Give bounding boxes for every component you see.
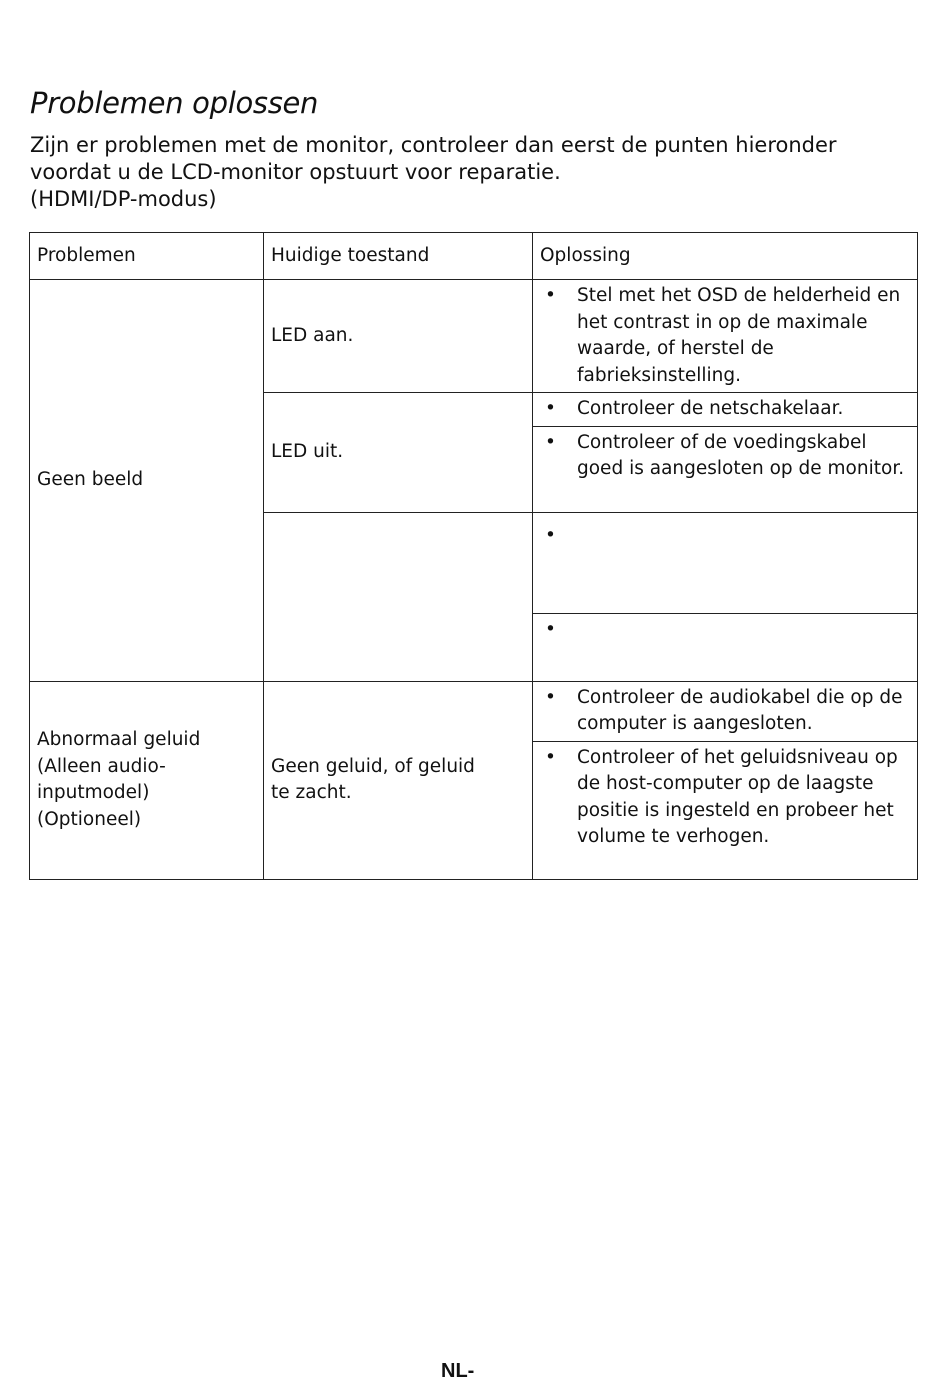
solution-item [540, 396, 910, 423]
page-footer: NL- [441, 1360, 475, 1382]
solution-cell [533, 681, 918, 741]
bullet-icon: • [545, 398, 556, 419]
solution-text: Controleer de netschakelaar. [577, 398, 844, 419]
solution-item [540, 617, 910, 644]
header-oplossing: Oplossing [533, 233, 918, 280]
problem-geen-beeld: Geen beeld [30, 280, 264, 682]
bullet-icon: • [545, 746, 556, 768]
state-blank [264, 512, 533, 681]
solution-cell [533, 613, 918, 681]
state-line: te zacht. [271, 782, 352, 803]
solution-cell [533, 426, 918, 512]
problem-abnormaal-geluid [30, 681, 264, 879]
solution-item [540, 283, 910, 389]
problem-line: (Alleen audio- [37, 755, 166, 777]
page-title: Problemen oplossen [30, 86, 319, 120]
solution-item [540, 685, 910, 738]
bullet-icon: • [545, 285, 556, 306]
solution-text: Controleer of de voedingskabel goed is aangesloten op de monitor. [577, 431, 905, 479]
problem-line: Abnormaal geluid [37, 729, 201, 750]
mode-label: (HDMI/DP-modus) [30, 187, 217, 211]
troubleshooting-table [29, 232, 918, 880]
solution-item [540, 523, 910, 550]
problem-line: inputmodel) [37, 782, 150, 803]
state-line: Geen geluid, of geluid [271, 755, 475, 777]
solution-item [540, 745, 910, 851]
table-row [30, 681, 918, 741]
intro-line-2: voordat u de LCD-monitor opstuurt voor reparatie. [30, 160, 561, 184]
solution-cell [533, 393, 918, 427]
bullet-icon: • [545, 686, 556, 708]
table-row [30, 280, 918, 393]
problem-line: (Optioneel) [37, 808, 142, 830]
bullet-icon: • [545, 524, 556, 546]
solution-text: Controleer of het geluidsniveau op de host-computer op de laagste positie is ingesteld en probeer het volume te verhogen. [577, 746, 898, 847]
bullet-icon: • [545, 618, 556, 640]
solution-text: Stel met het OSD de helderheid en het contrast in op de maximale waarde, of herstel de fabrieksinstelling. [577, 285, 901, 386]
header-huidige-toestand: Huidige toestand [264, 233, 533, 280]
table-header-row [30, 233, 918, 280]
intro-text [30, 132, 930, 213]
solution-text: Controleer de audiokabel die op de computer is aangesloten. [577, 686, 903, 734]
solution-cell [533, 512, 918, 613]
state-geen-geluid [264, 681, 533, 879]
bullet-icon: • [545, 431, 556, 453]
solution-cell [533, 280, 918, 393]
state-led-aan: LED aan. [264, 280, 533, 393]
header-problemen: Problemen [30, 233, 264, 280]
state-led-uit: LED uit. [264, 393, 533, 513]
intro-line-1: Zijn er problemen met de monitor, controleer dan eerst de punten hieronder [30, 133, 837, 157]
solution-item [540, 430, 910, 483]
solution-cell [533, 741, 918, 879]
